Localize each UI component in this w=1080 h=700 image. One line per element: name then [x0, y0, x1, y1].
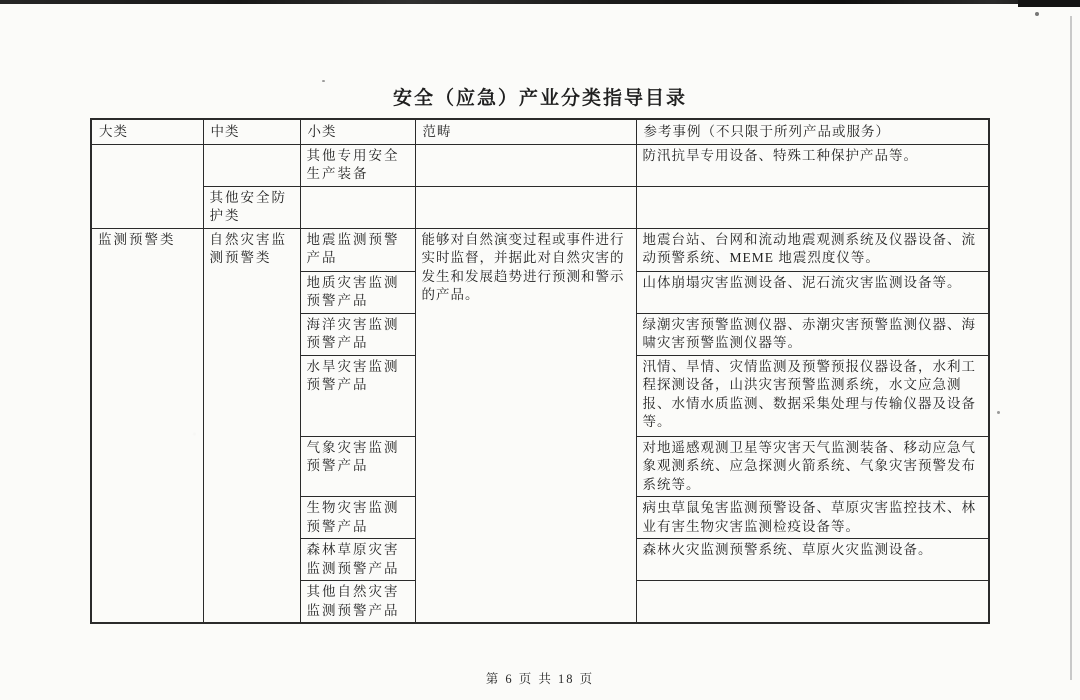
table-row — [91, 228, 989, 271]
cell-subcategory: 气象灾害监测预警产品 — [300, 436, 415, 497]
cell-examples: 森林火灾监测预警系统、草原火灾监测设备。 — [636, 539, 989, 581]
cell-middle-category: 自然灾害监测预警类 — [203, 228, 300, 623]
cell-examples: 对地遥感观测卫星等灾害天气监测装备、移动应急气象观测系统、应急探测火箭系统、气象灾害预警发布系统等。 — [636, 436, 989, 497]
classification-table — [90, 118, 990, 624]
cell-scope-empty — [415, 144, 636, 186]
cell-subcategory: 其他专用安全生产装备 — [300, 144, 415, 186]
cell-examples-empty — [636, 581, 989, 624]
header-sub-category: 小类 — [300, 119, 415, 144]
cell-examples-empty — [636, 186, 989, 228]
cell-middle-empty — [203, 144, 300, 186]
cell-major-category: 监测预警类 — [91, 228, 203, 623]
header-major-category: 大类 — [91, 119, 203, 144]
cell-examples: 绿潮灾害预警监测仪器、赤潮灾害预警监测仪器、海啸灾害预警监测仪器等。 — [636, 313, 989, 355]
cell-subcategory: 海洋灾害监测预警产品 — [300, 313, 415, 355]
scan-artifact-top-right — [1018, 0, 1080, 7]
cell-scope-empty — [415, 186, 636, 228]
cell-subcategory: 生物灾害监测预警产品 — [300, 497, 415, 539]
header-middle-category: 中类 — [203, 119, 300, 144]
table-row — [91, 186, 989, 228]
cell-examples: 汛情、旱情、灾情监测及预警预报仪器设备，水利工程探测设备，山洪灾害预警监测系统，水文应急测报、水情水质监测、数据采集处理与传输仪器及设备等。 — [636, 355, 989, 436]
scan-speck — [1035, 12, 1039, 16]
cell-examples: 病虫草鼠兔害监测预警设备、草原灾害监控技术、林业有害生物灾害监测检疫设备等。 — [636, 497, 989, 539]
page-title: 安全（应急）产业分类指导目录 — [392, 88, 687, 109]
cell-subcategory-empty — [300, 186, 415, 228]
scan-speck — [322, 80, 325, 82]
cell-subcategory: 森林草原灾害监测预警产品 — [300, 539, 415, 581]
cell-subcategory: 水旱灾害监测预警产品 — [300, 355, 415, 436]
cell-subcategory: 其他自然灾害监测预警产品 — [300, 581, 415, 624]
table-row — [91, 144, 989, 186]
cell-subcategory: 地震监测预警产品 — [300, 228, 415, 271]
cell-examples: 地震台站、台网和流动地震观测系统及仪器设备、流动预警系统、MEME 地震烈度仪等。 — [636, 228, 989, 271]
cell-examples: 山体崩塌灾害监测设备、泥石流灾害监测设备等。 — [636, 271, 989, 313]
cell-major-empty — [91, 144, 203, 228]
table-header-row — [91, 119, 989, 144]
page-footer: 第 6 页 共 18 页 — [485, 672, 595, 686]
cell-middle-category: 其他安全防护类 — [203, 186, 300, 228]
scan-artifact-top-band — [0, 0, 1080, 4]
scan-speck — [997, 411, 1000, 414]
cell-subcategory: 地质灾害监测预警产品 — [300, 271, 415, 313]
cell-examples: 防汛抗旱专用设备、特殊工种保护产品等。 — [636, 144, 989, 186]
scan-artifact-page-edge-line — [1070, 16, 1072, 680]
header-scope: 范畴 — [415, 119, 636, 144]
cell-scope: 能够对自然演变过程或事件进行实时监督，并据此对自然灾害的发生和发展趋势进行预测和警示的产品。 — [415, 228, 636, 623]
header-examples: 参考事例（不只限于所列产品或服务） — [636, 119, 989, 144]
